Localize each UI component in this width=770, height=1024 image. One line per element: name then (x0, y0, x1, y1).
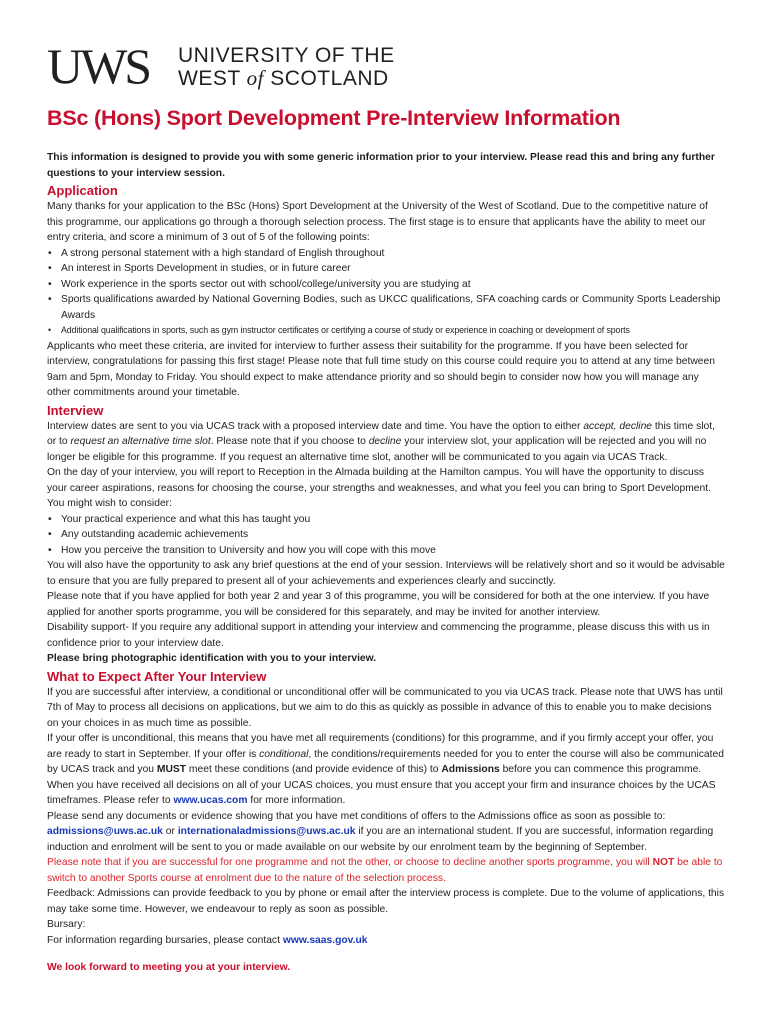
consider-list (47, 512, 725, 559)
interview-para-3: You will also have the opportunity to ask any brief questions at the end of your session. Interviews will be relatively short and so it would be advisable to ensure that you are fully prepared to present all of your achievements and experiences clearly and succinctly. (47, 560, 725, 587)
photo-id-note: Please bring photographic identification with you to your interview. (47, 653, 377, 664)
logo-mark: UWS (47, 38, 150, 94)
admissions-email-link[interactable]: admissions@uws.ac.uk (47, 826, 163, 837)
document-body (47, 150, 725, 976)
criteria-list (47, 246, 725, 339)
list-item: • Work experience in the sports sector out with school/college/university you are studying at (47, 277, 725, 293)
heading-application: Application (47, 183, 118, 198)
list-item: • How you perceive the transition to University and how you will cope with this move (47, 543, 725, 559)
logo-line-1: UNIVERSITY OF THE (178, 44, 395, 67)
heading-interview: Interview (47, 402, 104, 418)
uws-logo (47, 38, 427, 94)
list-item: • Sports qualifications awarded by National Governing Bodies, such as UKCC qualifications, SFA coaching cards or Community Sports Leadership Awards (47, 292, 725, 323)
list-item: • Any outstanding academic achievements (47, 527, 725, 543)
page-title: BSc (Hons) Sport Development Pre-Interview Information (47, 106, 621, 130)
switch-course-warning: Please note that if you are successful for one programme and not the other, or choose to decline another sports programme, you will NOT be able to switch to another Sports course at enrolment due to the nature of the selection process. (47, 857, 723, 884)
feedback-para: Feedback: Admissions can provide feedback to you by phone or email after the interview process is complete. Due to the volume of applications, this may take some time. However, we endeavour to reply as soon as possible. (47, 888, 725, 915)
list-item: • An interest in Sports Development in studies, or in future career (47, 261, 725, 277)
heading-after-interview: What to Expect After Your Interview (47, 668, 267, 684)
closing-line: We look forward to meeting you at your interview. (47, 962, 291, 973)
bursary-label: Bursary: (47, 919, 86, 930)
bursary-para: For information regarding bursaries, please contact www.saas.gov.uk (47, 934, 368, 946)
after-para-1: If you are successful after interview, a conditional or unconditional offer will be communicated to you via UCAS track. Please note that UWS has until 7th of May to process all decisions on applications, but we aim to do this as quickly as possible in advance of this to enable you to make decisions on your choices in as much time as possible. (47, 686, 723, 729)
list-item: • Additional qualifications in sports, such as gym instructor certificates or certifying a course of study or experience in coaching or development of sports (47, 323, 725, 339)
disability-support: Disability support- If you require any additional support in attending your interview and commencing the programme, please discuss this with us in confidence prior to your interview date. (47, 622, 710, 649)
interview-para-2: On the day of your interview, you will report to Reception in the Almada building at the Hamilton campus. You will have the opportunity to discuss your career aspirations, reasons for choosing the course, your strengths and weaknesses, and what you feel you can bring to Sport Development. You might wish to consider: (47, 467, 711, 509)
international-admissions-email-link[interactable]: internationaladmissions@uws.ac.uk (177, 826, 356, 837)
after-para-3: Please send any documents or evidence showing that you have met conditions of offers to the Admissions office as soon as possible to: admissions@uws.ac.uk or internationaladmissions@uws.ac.uk if you are an international student. If you are successful, information regarding induction and enrolment will be sent to you or made available on our website by our enrolment team by the beginning of September. (47, 810, 714, 853)
application-para-2: Applicants who meet these criteria, are invited for interview to further assess their suitability for the programme. If you have been selected for interview, congratulations for passing this first stage! Please note that full time study on this course could require you to attend at any time between 9am and 5pm, Monday to Friday. You should expect to make attendance priority and so should begin to consider now how you will manage any other commitments around your timetable. (47, 340, 715, 398)
interview-para-1: Interview dates are sent to you via UCAS track with a proposed interview date and time. You have the option to either accept, decline this time slot, or to request an alternative time slot. Please note that if you choose to decline your interview slot, your application will be rejected and you will no longer be eligible for this programme. If you request an alternative time slot, another will be communicated to you again via UCAS Track. (47, 420, 715, 463)
ucas-link[interactable]: www.ucas.com (173, 795, 248, 806)
logo-wordmark (178, 44, 395, 90)
list-item: • A strong personal statement with a high standard of English throughout (47, 246, 725, 262)
interview-para-4: Please note that if you have applied for both year 2 and year 3 of this programme, you will be considered for both at the one interview. If you have applied for another sports programme, you will be considered for this separately, and may be invited for another interview. (47, 591, 710, 618)
logo-line-2: WEST of SCOTLAND (178, 66, 389, 90)
list-item: • Your practical experience and what this has taught you (47, 512, 725, 528)
application-para-1: Many thanks for your application to the BSc (Hons) Sport Development at the University of the West of Scotland. Due to the competitive nature of this programme, our applications go through a thorough selection process. The first stage is to ensure that applicants have the ability to meet our entry criteria, and score a minimum of 3 out of 5 of the following points: (47, 201, 708, 243)
after-para-2: If your offer is unconditional, this means that you have met all requirements (conditions) for this programme, and if you firmly accept your offer, you are ready to start in September. If your offer is conditional, the conditions/requirements needed for you to enter the course will also be communicated by UCAS track and you MUST meet these conditions (and provide evidence of this) to Admissions before you can commence this programme. When you have received all decisions on all of your UCAS choices, you must ensure that you accept your firm and insurance choices by the UCAS timeframes. Please refer to www.ucas.com for more information. (47, 733, 724, 806)
intro-text: This information is designed to provide you with some generic information prior to your interview. Please read this and bring any further questions to your interview session. (47, 152, 715, 179)
saas-link[interactable]: www.saas.gov.uk (282, 934, 368, 946)
